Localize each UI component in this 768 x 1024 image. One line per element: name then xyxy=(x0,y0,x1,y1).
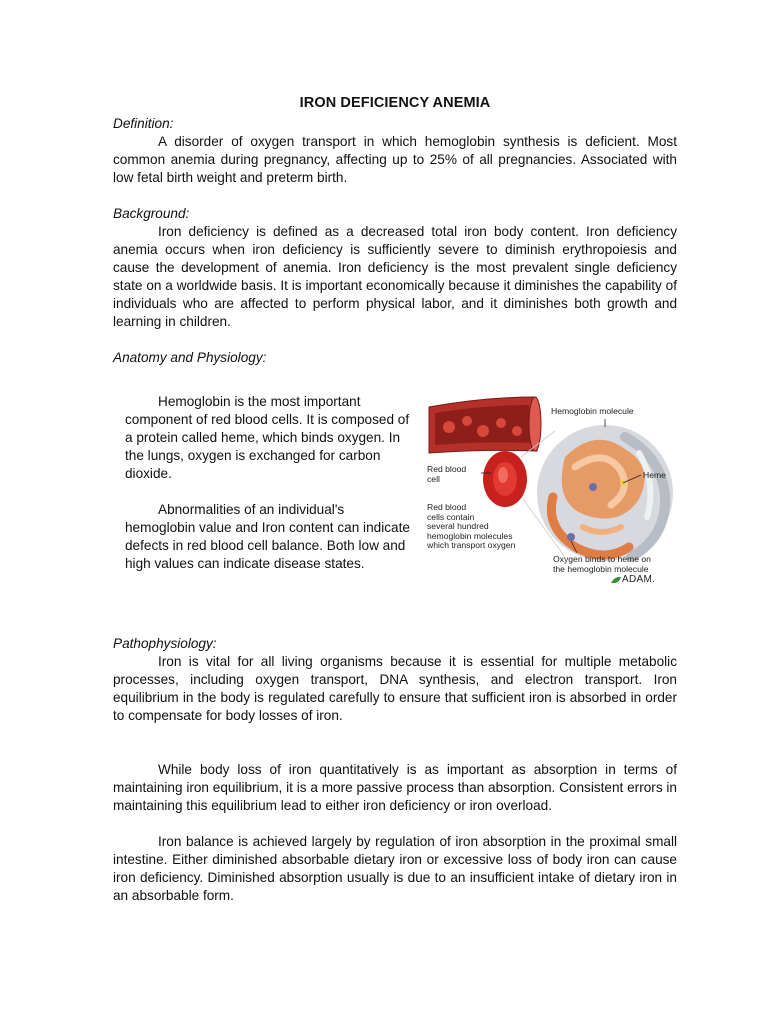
pathophysiology-section xyxy=(113,635,677,905)
label-hemoglobin-molecule: Hemoglobin molecule xyxy=(551,406,634,416)
label-heme: Heme xyxy=(643,470,666,480)
label-cells-contain: Red blood cells contain several hundred hemoglobin molecules which transport oxygen xyxy=(427,502,516,550)
pathophysiology-paragraph-2: While body loss of iron quantitatively is as important as absorption in terms of maintaining iron equilibrium, it is a more passive process than absorption. Consistent errors in maintaining this equilibrium lead to either iron deficiency or iron overload. xyxy=(113,762,677,813)
anatomy-paragraph-1: Hemoglobin is the most important component of red blood cells. It is composed of a protein called heme, which binds oxygen. In the lungs, oxygen is exchanged for carbon dioxide. xyxy=(125,394,410,481)
definition-heading: Definition: xyxy=(113,116,174,131)
anatomy-paragraph-2: Abnormalities of an individual's hemoglobin value and Iron content can indicate defects in red blood cell balance. Both low and high values can indicate disease states. xyxy=(125,502,410,571)
label-oxygen-binds: Oxygen binds to heme on the hemoglobin molecule xyxy=(553,554,651,574)
document-title: IRON DEFICIENCY ANEMIA xyxy=(299,95,491,111)
pathophysiology-heading: Pathophysiology: xyxy=(113,636,217,651)
adam-brand: ADAM. xyxy=(622,574,656,585)
pathophysiology-paragraph-1: Iron is vital for all living organisms because it is essential for multiple metabolic processes, including oxygen transport, DNA synthesis, and electron transport. Iron equilibrium in the body is regulated carefully to ensure that sufficient iron is absorbed in order to compensate for body losses of iron. xyxy=(113,654,677,723)
anatomy-text xyxy=(125,393,411,573)
background-heading: Background: xyxy=(113,206,190,221)
background-text: Iron deficiency is defined as a decreased total iron body content. Iron deficiency anemia occurs when iron deficiency is sufficiently severe to diminish erythropoiesis and cause the development of anemia. Iron deficiency is the most prevalent single deficiency state on a worldwide basis. It is important economically because it diminishes the capability of individuals who are affected to perform physical labor, and it diminishes both growth and learning in children. xyxy=(113,224,677,329)
pathophysiology-paragraph-3: Iron balance is achieved largely by regulation of iron absorption in the proximal small intestine. Either diminished absorbable dietary iron or excessive loss of body iron can cause iron deficiency. Diminished absorption usually is due to an insufficient intake of dietary iron in an absorbable form. xyxy=(113,834,677,903)
hemoglobin-illustration xyxy=(425,387,675,599)
document-page xyxy=(113,94,677,905)
anatomy-section xyxy=(113,349,677,635)
definition-text: A disorder of oxygen transport in which hemoglobin synthesis is deficient. Most common anemia during pregnancy, affecting up to 25% of all pregnancies. Associated with low fetal birth weight and preterm birth. xyxy=(113,134,677,185)
hemoglobin-molecule xyxy=(537,425,673,561)
anatomy-heading: Anatomy and Physiology: xyxy=(113,350,267,365)
background-section xyxy=(113,205,677,331)
label-red-blood-cell: Red blood cell xyxy=(427,464,467,484)
definition-section xyxy=(113,115,677,187)
adam-logo-icon xyxy=(611,577,621,583)
